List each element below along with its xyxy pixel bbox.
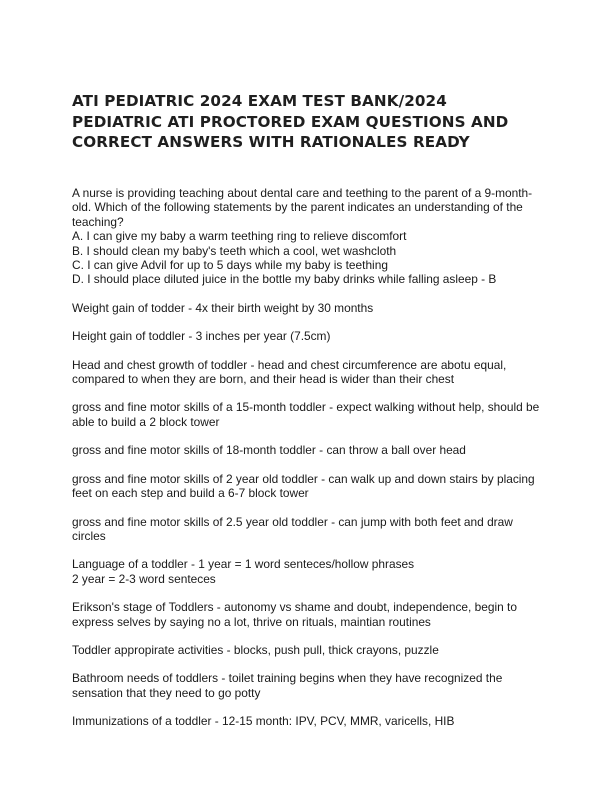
entry-motor-15-month — [72, 400, 542, 429]
document-title: ATI PEDIATRIC 2024 EXAM TEST BANK/2024 PEDIATRIC ATI PROCTORED EXAM QUESTIONS AND CORRECT ANSWERS WITH RATIONALES READY — [72, 92, 509, 151]
entry-erikson — [72, 600, 542, 629]
entry-text: gross and fine motor skills of a 15-month toddler - expect walking without help, should be able to build a 2 block tower — [72, 400, 540, 429]
entry-bathroom — [72, 671, 542, 700]
entry-motor-2-year — [72, 472, 542, 501]
question-block — [72, 186, 542, 287]
entry-height-gain — [72, 329, 542, 343]
entry-text-line-1: Language of a toddler - 1 year = 1 word senteces/hollow phrases — [72, 557, 415, 572]
entry-text: Weight gain of todder - 4x their birth weight by 30 months — [72, 300, 374, 315]
question-option-d: D. I should place diluted juice in the bottle my baby drinks while falling asleep - B — [72, 272, 497, 287]
question-option-a: A. I can give my baby a warm teething ring to relieve discomfort — [72, 229, 407, 244]
entry-weight-gain — [72, 301, 542, 315]
entry-text: Erikson's stage of Toddlers - autonomy vs shame and doubt, independence, begin to express selves by saying no a lot, thrive on rituals, maintian routines — [72, 600, 517, 629]
entry-text-line-2: 2 year = 2-3 word senteces — [72, 571, 216, 586]
entry-text: gross and fine motor skills of 2 year old toddler - can walk up and down stairs by placing feet on each step and build a 6-7 block tower — [72, 471, 535, 501]
entry-immunizations — [72, 714, 542, 728]
entry-motor-18-month — [72, 443, 542, 457]
entry-text: Bathroom needs of toddlers - toilet training begins when they have recognized the sensation that they need to go potty — [72, 671, 503, 700]
question-stem: A nurse is providing teaching about dental care and teething to the parent of a 9-month-old. Which of the following statements by the parent indicates an understanding of the teaching? — [72, 186, 533, 229]
entry-motor-2-5-year — [72, 515, 542, 544]
question-option-c: C. I can give Advil for up to 5 days while my baby is teething — [72, 258, 388, 273]
entry-activities — [72, 643, 542, 657]
entry-language — [72, 557, 542, 586]
entry-text: Head and chest growth of toddler - head and chest circumference are abotu equal, compared to when they are born, and their head is wider than their chest — [72, 357, 507, 387]
entry-text: Toddler appropirate activities - blocks, push pull, thick crayons, puzzle — [72, 642, 439, 657]
entry-text: Immunizations of a toddler - 12-15 month: IPV, PCV, MMR, varicells, HIB — [72, 714, 455, 729]
entry-text: gross and fine motor skills of 2.5 year old toddler - can jump with both feet and draw circles — [72, 514, 513, 543]
entry-head-chest — [72, 358, 542, 387]
document-body — [72, 186, 542, 743]
question-option-b: B. I should clean my baby's teeth which a cool, wet washcloth — [72, 243, 397, 258]
entry-text: gross and fine motor skills of 18-month toddler - can throw a ball over head — [72, 443, 466, 458]
entry-text: Height gain of toddler - 3 inches per year (7.5cm) — [72, 329, 331, 344]
